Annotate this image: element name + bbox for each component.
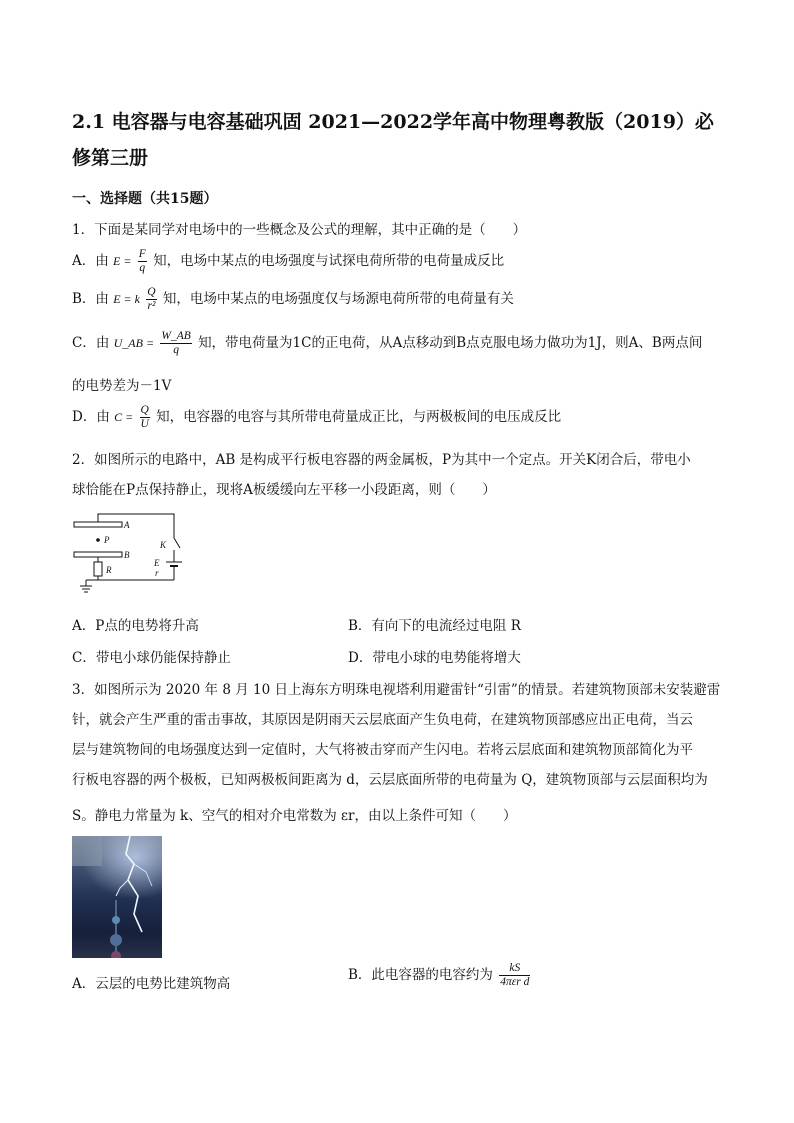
q3-b-numerator: kS	[499, 962, 530, 976]
q1-option-b	[72, 286, 514, 313]
q3-option-b	[348, 962, 532, 989]
q1-c-numerator: W_AB	[161, 330, 191, 342]
q3-b-denominator: 4πεr d	[500, 976, 530, 988]
q1-option-a	[72, 248, 504, 275]
q1-stem: 1．下面是某同学对电场中的一些概念及公式的理解，其中正确的是（ ）	[72, 222, 527, 238]
label-e: E	[154, 558, 160, 568]
q1-a-label: A．由	[72, 253, 109, 269]
q1-b-text: 知，电场中某点的电场强度仅与场源电荷所带的电荷量有关	[162, 291, 514, 307]
q3-stem-line1: 3．如图所示为 2020 年 8 月 10 日上海东方明珠电视塔利用避雷针“引雷”的情景。若建筑物顶部未安装避雷	[72, 682, 721, 698]
q2-option-b: B．有向下的电流经过电阻 R	[348, 618, 521, 634]
q2-option-a: A．P点的电势将升高	[72, 618, 199, 634]
q1-a-formula-lhs: E =	[113, 254, 132, 268]
q1-option-c-cont: 的电势差为－1V	[72, 378, 172, 394]
label-r: R	[106, 565, 112, 575]
q3-b-text: B．此电容器的电容约为	[348, 967, 493, 983]
label-b: B	[124, 550, 130, 560]
q2-option-d: D．带电小球的电势能将增大	[348, 650, 521, 666]
plate-a	[74, 522, 122, 527]
plate-b	[74, 552, 122, 557]
q3-stem-line4: 行板电容器的两个极板，已知两极板间距离为 d，云层底面所带的电荷量为 Q，建筑物顶部与云层面积均为	[72, 772, 708, 788]
q1-b-label: B．由	[72, 291, 109, 307]
q1-b-fraction	[146, 286, 156, 313]
q3-b-fraction	[499, 962, 530, 989]
circuit-diagram	[66, 508, 196, 598]
resistor-r	[94, 562, 102, 576]
q1-d-numerator: Q	[140, 404, 149, 416]
section-heading: 一、选择题（共15题）	[72, 191, 218, 207]
switch-k	[174, 538, 180, 548]
label-p: P	[104, 535, 110, 545]
label-a: A	[124, 520, 130, 530]
q1-option-d	[72, 404, 561, 431]
q1-b-formula-lhs: E = k	[113, 292, 140, 306]
q1-d-fraction	[140, 404, 150, 431]
q1-d-label: D．由	[72, 409, 110, 425]
lightning-icon	[72, 836, 162, 958]
q2-stem-line2: 球恰能在P点保持静止，现将A板缓缓向左平移一小段距离，则（ ）	[72, 482, 496, 498]
q3-stem-line3: 层与建筑物间的电场强度达到一定值时，大气将被击穿而产生闪电。若将云层底面和建筑物顶部简化为平	[72, 742, 693, 758]
q1-c-formula-lhs: U_AB =	[113, 336, 155, 350]
q3-option-a: A．云层的电势比建筑物高	[72, 976, 231, 992]
q1-a-denominator: q	[139, 262, 146, 274]
q1-b-denominator: r²	[147, 300, 156, 312]
q3-stem-line5: S。静电力常量为 k、空气的相对介电常数为 εr，由以上条件可知（ ）	[72, 808, 517, 824]
q1-option-c	[72, 330, 702, 357]
point-p	[96, 538, 100, 542]
q1-c-denominator: q	[173, 344, 179, 356]
q1-d-text: 知，电容器的电容与其所带电荷量成正比，与两极板间的电压成反比	[156, 409, 562, 425]
q1-b-numerator: Q	[147, 286, 156, 298]
label-r-internal: r	[155, 568, 159, 578]
q2-stem-line1: 2．如图所示的电路中，AB 是构成平行板电容器的两金属板，P为其中一个定点。开关K闭合后，带电小	[72, 452, 691, 468]
lightning-tower-photo	[72, 836, 162, 958]
q1-a-numerator: F	[138, 248, 146, 260]
q1-a-fraction	[138, 248, 147, 275]
q1-c-label: C．由	[72, 335, 110, 351]
q2-option-c: C．带电小球仍能保持静止	[72, 650, 231, 666]
page-title: 2.1 电容器与电容基础巩固 2021—2022学年高中物理粤教版（2019）必修第三册	[72, 111, 714, 169]
q1-d-formula-lhs: C =	[114, 410, 134, 424]
q1-c-fraction	[160, 330, 191, 357]
label-k: K	[160, 540, 167, 550]
q1-c-text: 知，带电荷量为1C的正电荷，从A点移动到B点克服电场力做功为1J，则A、B两点间	[198, 335, 703, 351]
q1-d-denominator: U	[140, 418, 149, 430]
q3-stem-line2: 针，就会产生严重的雷击事故，其原因是阴雨天云层底面产生负电荷，在建筑物顶部感应出正电荷，当云	[72, 712, 693, 728]
q1-a-text: 知，电场中某点的电场强度与试探电荷所带的电荷量成反比	[153, 253, 505, 269]
